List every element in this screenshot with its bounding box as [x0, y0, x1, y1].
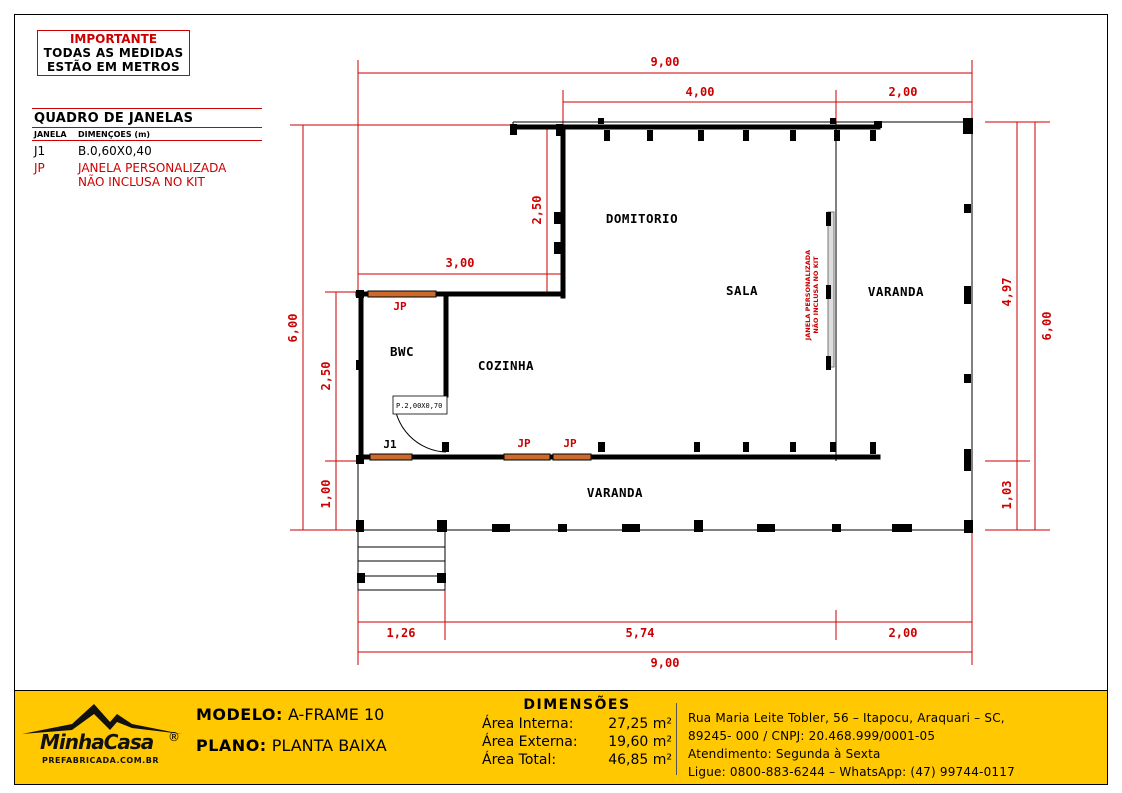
- window-schedule-title: QUADRO DE JANELAS: [32, 108, 262, 128]
- phone: Ligue: 0800-883-6244 – WhatsApp: (47) 99744-0117: [688, 765, 1015, 779]
- dim-bot-574: 5,74: [625, 626, 655, 640]
- area-externa-row: [482, 733, 672, 751]
- service-hours: Atendimento: Segunda à Sexta: [688, 747, 881, 761]
- dim-left-600: 6,00: [286, 313, 300, 343]
- area-interna-row: [482, 715, 672, 733]
- dim-left-250: 2,50: [319, 361, 333, 391]
- important-line3: ESTÃO EM METROS: [47, 60, 180, 74]
- dim-right-600: 6,00: [1040, 311, 1054, 341]
- dim-top-2: 2,00: [888, 85, 918, 99]
- jp-label-bwc: JP: [393, 300, 407, 313]
- area-interna-value: 27,25 m²: [608, 716, 672, 732]
- address: Rua Maria Leite Tobler, 56 – Itapocu, Araquari – SC,: [688, 711, 1005, 725]
- contact-info: [688, 709, 1015, 781]
- window-code: J1: [34, 144, 46, 158]
- plan-label: PLANO:: [196, 736, 267, 755]
- important-title: IMPORTANTE: [69, 32, 158, 46]
- posts: [356, 118, 973, 583]
- door-label: P.2,00X0,70: [396, 402, 443, 410]
- window-code: JP: [34, 161, 45, 175]
- jp-label-1: JP: [517, 437, 531, 450]
- model-value: A-FRAME 10: [287, 705, 385, 724]
- deck-outline: [358, 122, 972, 590]
- dim-top-4: 4,00: [685, 85, 715, 99]
- dim-bot-total: 9,00: [650, 656, 680, 670]
- room-varanda-right: VARANDA: [867, 284, 925, 299]
- room-cozinha: COZINHA: [477, 358, 535, 373]
- plan-line: [196, 736, 387, 755]
- company-logo: [22, 702, 182, 774]
- room-varanda-bottom: VARANDA: [586, 485, 644, 500]
- plan-value: PLANTA BAIXA: [271, 736, 387, 755]
- window-desc-line2: NÃO INCLUSA NO KIT: [78, 175, 205, 189]
- model-label: MODELO:: [196, 705, 283, 724]
- header-dimensoes: DIMENÇOES (m): [78, 130, 151, 139]
- area-total-row: [482, 751, 672, 769]
- area-total-value: 46,85 m²: [608, 752, 672, 768]
- header-janela: JANELA: [34, 130, 67, 139]
- window-desc-line1: JANELA PERSONALIZADA: [78, 161, 227, 175]
- room-bwc: BWC: [389, 344, 415, 359]
- j1-label: J1: [383, 438, 397, 451]
- jp-label-2: JP: [563, 437, 577, 450]
- logo-registered: ®: [168, 730, 180, 744]
- room-domitorio: DOMITORIO: [605, 211, 679, 226]
- area-externa-label: Área Externa:: [482, 734, 578, 750]
- area-externa-value: 19,60 m²: [608, 734, 672, 750]
- dim-right-103: 1,03: [1000, 480, 1014, 510]
- dim-left-100: 1,00: [319, 479, 333, 509]
- custom-windows: [368, 291, 591, 460]
- model-line: [196, 705, 384, 724]
- cnpj: 89245- 000 / CNPJ: 20.468.999/0001-05: [688, 729, 936, 743]
- area-dimensions: [482, 697, 672, 769]
- window-desc: B.0,60X0,40: [78, 144, 152, 158]
- dim-top-total: 9,00: [650, 55, 680, 69]
- dimension-lines: [290, 60, 1050, 665]
- dimensions-title: DIMENSÕES: [523, 697, 631, 713]
- important-line2: TODAS AS MEDIDAS: [43, 46, 184, 60]
- dim-right-497: 4,97: [1000, 277, 1014, 307]
- vertical-note-line2: NÃO INCLUSA NO KIT: [812, 256, 820, 334]
- footer-divider: [676, 703, 677, 775]
- dim-mid-250: 2,50: [530, 195, 544, 225]
- area-total-label: Área Total:: [482, 752, 557, 768]
- room-sala: SALA: [725, 283, 759, 298]
- logo-brand: MinhaCasa: [40, 730, 154, 754]
- vertical-note-line1: JANELA PERSONALIZADA: [804, 249, 812, 341]
- dim-mid-3: 3,00: [445, 256, 475, 270]
- logo-sub: PREFABRICADA.COM.BR: [42, 756, 159, 765]
- dim-bot-126: 1,26: [386, 626, 416, 640]
- dim-bot-200: 2,00: [888, 626, 918, 640]
- area-interna-label: Área Interna:: [482, 716, 574, 732]
